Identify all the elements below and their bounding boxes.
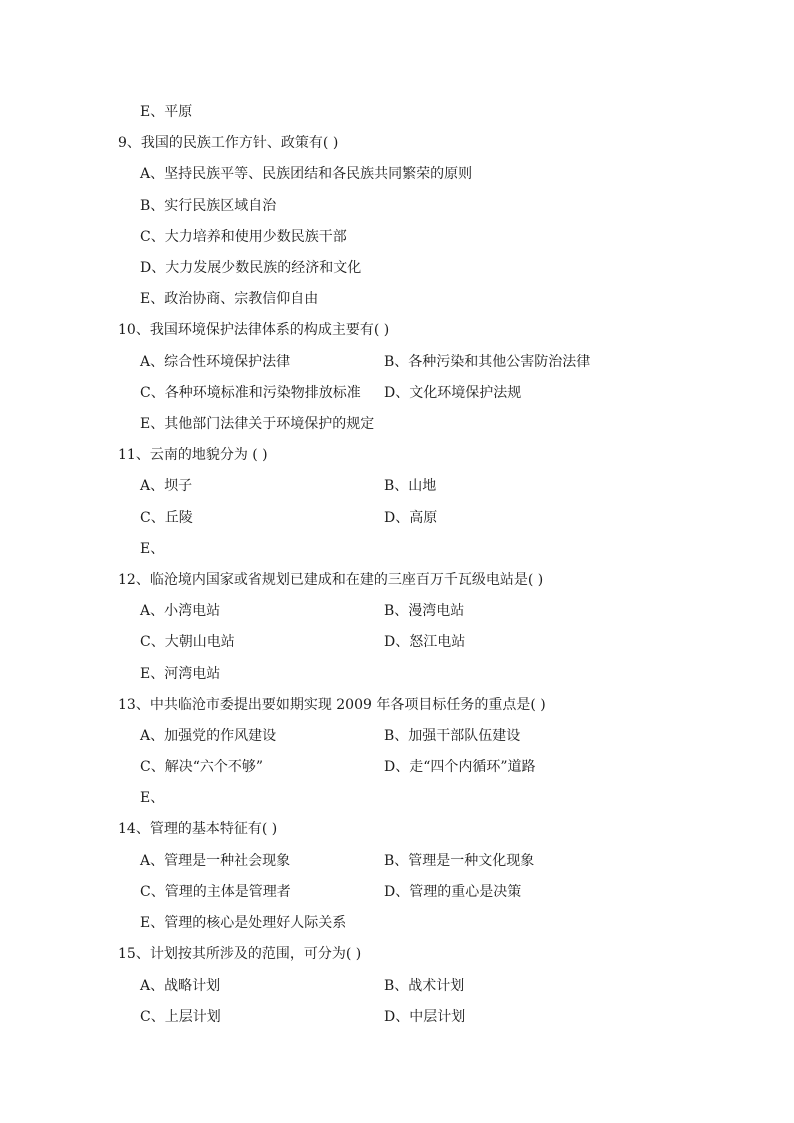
option-line: D、高原 — [384, 510, 438, 526]
question-line: 9、我国的民族工作方针、政策有( ) — [118, 135, 339, 151]
option-line: E、 — [140, 541, 165, 557]
option-line: D、管理的重心是决策 — [384, 884, 522, 900]
option-line: D、怒江电站 — [384, 634, 466, 650]
option-line: B、各种污染和其他公害防治法律 — [384, 354, 591, 370]
option-line: C、大朝山电站 — [140, 634, 235, 650]
option-line: A、坝子 — [140, 478, 193, 494]
question-line: 13、中共临沧市委提出要如期实现 2009 年各项目标任务的重点是( ) — [118, 697, 546, 713]
question-line: 15、计划按其所涉及的范围，可分为( ) — [118, 946, 362, 962]
option-line: A、综合性环境保护法律 — [140, 354, 291, 370]
question-line: 12、临沧境内国家或省规划已建成和在建的三座百万千瓦级电站是( ) — [118, 572, 544, 588]
option-line: B、漫湾电站 — [384, 603, 465, 619]
option-line: A、加强党的作风建设 — [140, 728, 277, 744]
option-line: C、上层计划 — [140, 1009, 221, 1025]
option-line: E、管理的核心是处理好人际关系 — [140, 915, 347, 931]
option-line: E、其他部门法律关于环境保护的规定 — [140, 416, 375, 432]
option-line: B、山地 — [384, 478, 437, 494]
option-line: D、中层计划 — [384, 1009, 466, 1025]
option-line: C、解决“六个不够” — [140, 759, 264, 775]
option-line: B、实行民族区域自治 — [140, 198, 277, 214]
option-line: E、 — [140, 790, 165, 806]
question-line: 14、管理的基本特征有( ) — [118, 821, 278, 837]
option-line: D、大力发展少数民族的经济和文化 — [140, 260, 362, 276]
option-line: C、大力培养和使用少数民族干部 — [140, 229, 347, 245]
option-line: A、战略计划 — [140, 978, 221, 994]
option-line: D、文化环境保护法规 — [384, 385, 522, 401]
option-line: E、政治协商、宗教信仰自由 — [140, 291, 319, 307]
option-line: D、走“四个内循环”道路 — [384, 759, 536, 775]
option-line: C、丘陵 — [140, 510, 193, 526]
option-line: E、平原 — [140, 104, 193, 120]
option-line: C、各种环境标准和污染物排放标准 — [140, 385, 361, 401]
question-line: 10、我国环境保护法律体系的构成主要有( ) — [118, 322, 390, 338]
option-line: B、战术计划 — [384, 978, 465, 994]
option-line: E、河湾电站 — [140, 666, 221, 682]
option-line: A、坚持民族平等、民族团结和各民族共同繁荣的原则 — [140, 166, 473, 182]
option-line: C、管理的主体是管理者 — [140, 884, 291, 900]
question-line: 11、云南的地貌分为 ( ) — [118, 447, 268, 463]
option-line: B、管理是一种文化现象 — [384, 853, 535, 869]
option-line: A、管理是一种社会现象 — [140, 853, 291, 869]
option-line: B、加强干部队伍建设 — [384, 728, 521, 744]
option-line: A、小湾电站 — [140, 603, 221, 619]
